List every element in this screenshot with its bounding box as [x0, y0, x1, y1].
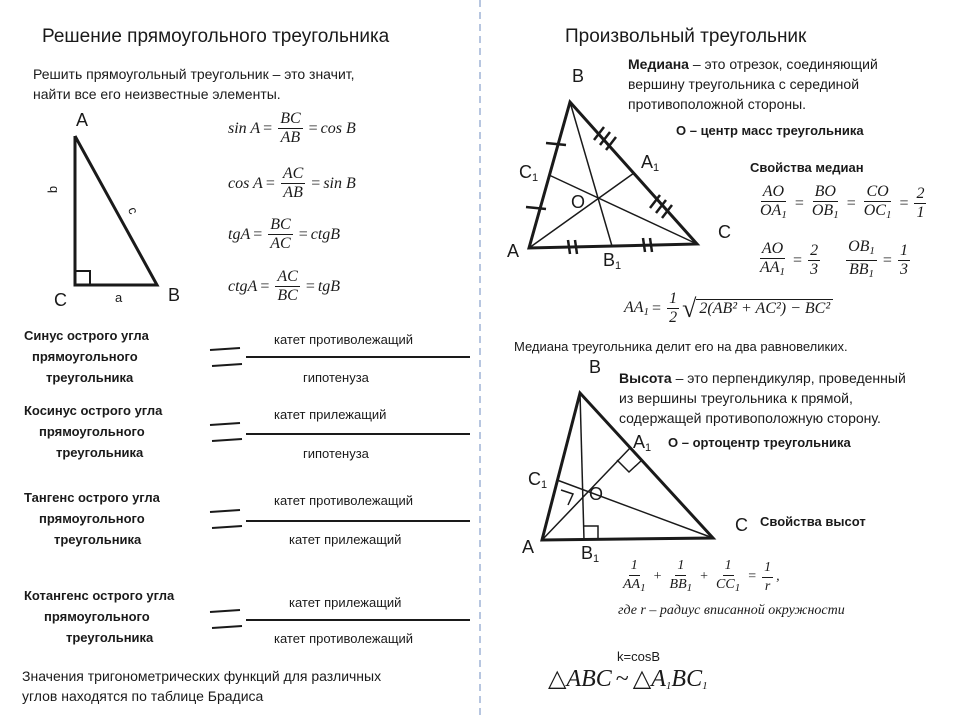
- intro-line-1: Решить прямоугольный треугольник – это значит,: [33, 66, 355, 82]
- similarity-statement: △ABC ~ $\triangle A_1BC_1$: [548, 666, 708, 692]
- similarity-k: k=cosB: [617, 649, 660, 664]
- formula-cos: cos A = $\frac{AC}{AB}$ = sin B: [228, 165, 356, 201]
- median-length-formula: $AA_1$ = $\frac{1}{2}$ √ 2(AB² + AC²) − BC²: [624, 290, 833, 327]
- median-ratio-row-1: $\frac{AO}{OA_1}$ = $\frac{BO}{OB_1}$ = $\frac{CO}{OC_1}$ = $\frac{2}{1}$: [760, 183, 925, 221]
- right-title: Произвольный треугольник: [565, 26, 807, 47]
- definition-sin-den: гипотенуза: [303, 370, 369, 385]
- definition-tg-num: катет противолежащий: [274, 493, 414, 508]
- definition-ctg-num: катет прилежащий: [289, 595, 402, 610]
- definition-tg-label: Тангенс острого угла прямоугольного треугольника: [24, 490, 160, 547]
- median-label-a1: $A_1$: [641, 152, 660, 174]
- label-side-c: c: [125, 204, 142, 217]
- label-side-b: b: [45, 185, 61, 194]
- median-area-note: Медиана треугольника делит его на два равновеликих.: [514, 339, 848, 354]
- definition-cos-num: катет прилежащий: [274, 407, 387, 422]
- altitude-props-title: Свойства высот: [760, 514, 866, 529]
- definition-cos-den: гипотенуза: [303, 446, 369, 461]
- label-vertex-a: A: [76, 110, 89, 130]
- altitude-label-c: C: [735, 515, 748, 535]
- right-triangle-figure: [75, 136, 157, 285]
- median-triangle-figure: [526, 102, 697, 254]
- label-vertex-b: B: [168, 285, 181, 305]
- footer-line-2: углов находятся по таблице Брадиса: [22, 688, 264, 704]
- label-side-a: a: [115, 290, 123, 305]
- intro-line-2: найти все его неизвестные элементы.: [33, 86, 281, 102]
- median-label-c1: $C_1$: [519, 162, 539, 184]
- median-term: Медиана: [628, 56, 689, 72]
- formula-tg: tgA = $\frac{BC}{AC}$ = ctgB: [228, 216, 341, 252]
- median-label-c: C: [718, 222, 731, 242]
- label-vertex-c: C: [54, 290, 67, 310]
- median-label-b: B: [572, 66, 585, 86]
- median-ratio-row-2: $\frac{AO}{AA_1}$ = $\frac{2}{3}$ $\frac{OB_1}{BB_1}$ = $\frac{1}{3}$: [760, 238, 908, 280]
- altitude-term: Высота: [619, 370, 672, 386]
- altitude-label-a1: $A_1$: [633, 432, 652, 454]
- formula-sin: sin A = $\frac{BC}{AB}$ = cos B: [228, 110, 356, 146]
- footer-line-1: Значения тригонометрических функций для различных: [22, 668, 382, 684]
- formula-ctg: ctgA = $\frac{AC}{BC}$ = tgB: [228, 268, 341, 304]
- definition-ctg-label: Котангенс острого угла прямоугольного треугольника: [24, 588, 175, 645]
- median-label-a: A: [507, 241, 520, 261]
- altitude-center-note: O – ортоцентр треугольника: [668, 435, 851, 450]
- median-label-o: O: [571, 192, 586, 212]
- altitude-label-b1: $B_1$: [581, 543, 600, 565]
- median-label-b1: $B_1$: [603, 250, 622, 272]
- median-definition: Медиана – это отрезок, соединяющий вершину треугольника с серединой противоположной стороны.: [628, 56, 878, 112]
- median-center-note: O – центр масс треугольника: [676, 123, 864, 138]
- definition-tg-den: катет прилежащий: [289, 532, 402, 547]
- definition-sin-label: Синус острого угла прямоугольного треугольника: [24, 328, 149, 385]
- definition-fraction-bars: [246, 357, 470, 620]
- definition-cos-label: Косинус острого угла прямоугольного треугольника: [24, 403, 163, 460]
- definition-ctg-den: катет противолежащий: [274, 631, 414, 646]
- left-title: Решение прямоугольного треугольника: [42, 26, 390, 47]
- definition-dashes: [210, 348, 242, 628]
- altitude-label-o: O: [589, 484, 604, 504]
- altitude-label-b: B: [589, 357, 602, 377]
- altitude-reciprocal-formula: $\frac{1}{AA_1}$ + $\frac{1}{BB_1}$ + $\frac{1}{CC_1}$ = $\frac{1}{r}$ ,: [623, 558, 780, 594]
- altitude-definition: Высота – это перпендикуляр, проведенный из вершины треугольника к прямой, содержащей противоположную сторону.: [619, 370, 906, 426]
- definition-sin-num: катет противолежащий: [274, 332, 414, 347]
- altitude-label-a: A: [522, 537, 535, 557]
- altitude-label-c1: $C_1$: [528, 469, 548, 491]
- altitude-radius-note: где r – радиус вписанной окружности: [618, 603, 845, 618]
- median-props-title: Свойства медиан: [750, 160, 864, 175]
